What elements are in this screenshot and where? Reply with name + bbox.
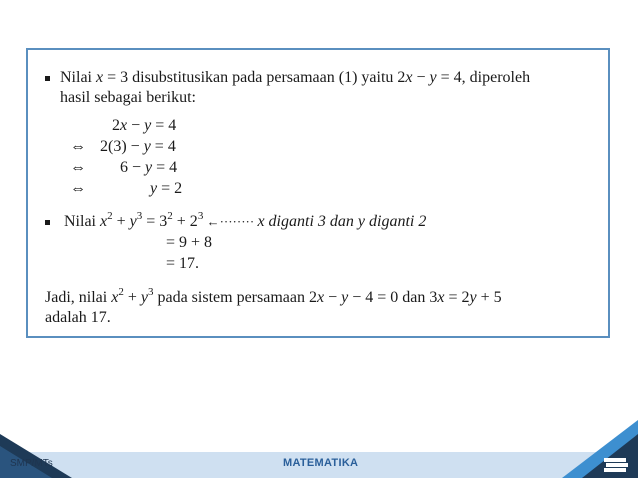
step-2: = 9 + 8 (166, 234, 213, 251)
equivalence-symbol-2: ⇔ (70, 138, 86, 155)
bullet-2 (45, 220, 50, 225)
equivalence-symbol-3: ⇔ (70, 159, 86, 176)
footer-school-level: SMP/MTs (10, 458, 53, 469)
equivalence-symbol-4: ⇔ (70, 180, 86, 197)
footer-subject-label: MATEMATIKA (283, 457, 359, 469)
equation-1: 2x − y = 4 (112, 117, 177, 134)
equation-4: y = 2 (150, 180, 183, 197)
dotted-arrow: ←········ (203, 214, 258, 229)
bullet-1 (45, 76, 50, 81)
equation-3: 6 − y = 4 (120, 159, 178, 176)
conclusion-line-1: Jadi, nilai $x^2 + y^3$ pada sistem persamaan 2x − y − 4 = 0 dan 3x = 2y + 5 (45, 285, 502, 306)
footer-corner-right-decoration (542, 420, 638, 478)
substitution-note: x diganti 3 dan y diganti 2 (257, 213, 427, 230)
line-1: Nilai x = 3 disubstitusikan pada persamaan (1) yaitu 2x − y = 4, diperoleh (60, 69, 531, 86)
content-box (26, 48, 610, 338)
conclusion-line-2: adalah 17. (45, 309, 111, 326)
equation-2: 2(3) − y = 4 (100, 138, 176, 155)
step-3: = 17. (166, 255, 200, 272)
line-2: hasil sebagai berikut: (60, 89, 196, 106)
nilai-expression: Nilai $x^2 + y^3 = 3^2 + 2^3$ ←········ x diganti 3 dan y diganti 2 (64, 209, 427, 230)
footer-corner-left-decoration (0, 434, 90, 478)
book-logo-icon (604, 458, 628, 472)
